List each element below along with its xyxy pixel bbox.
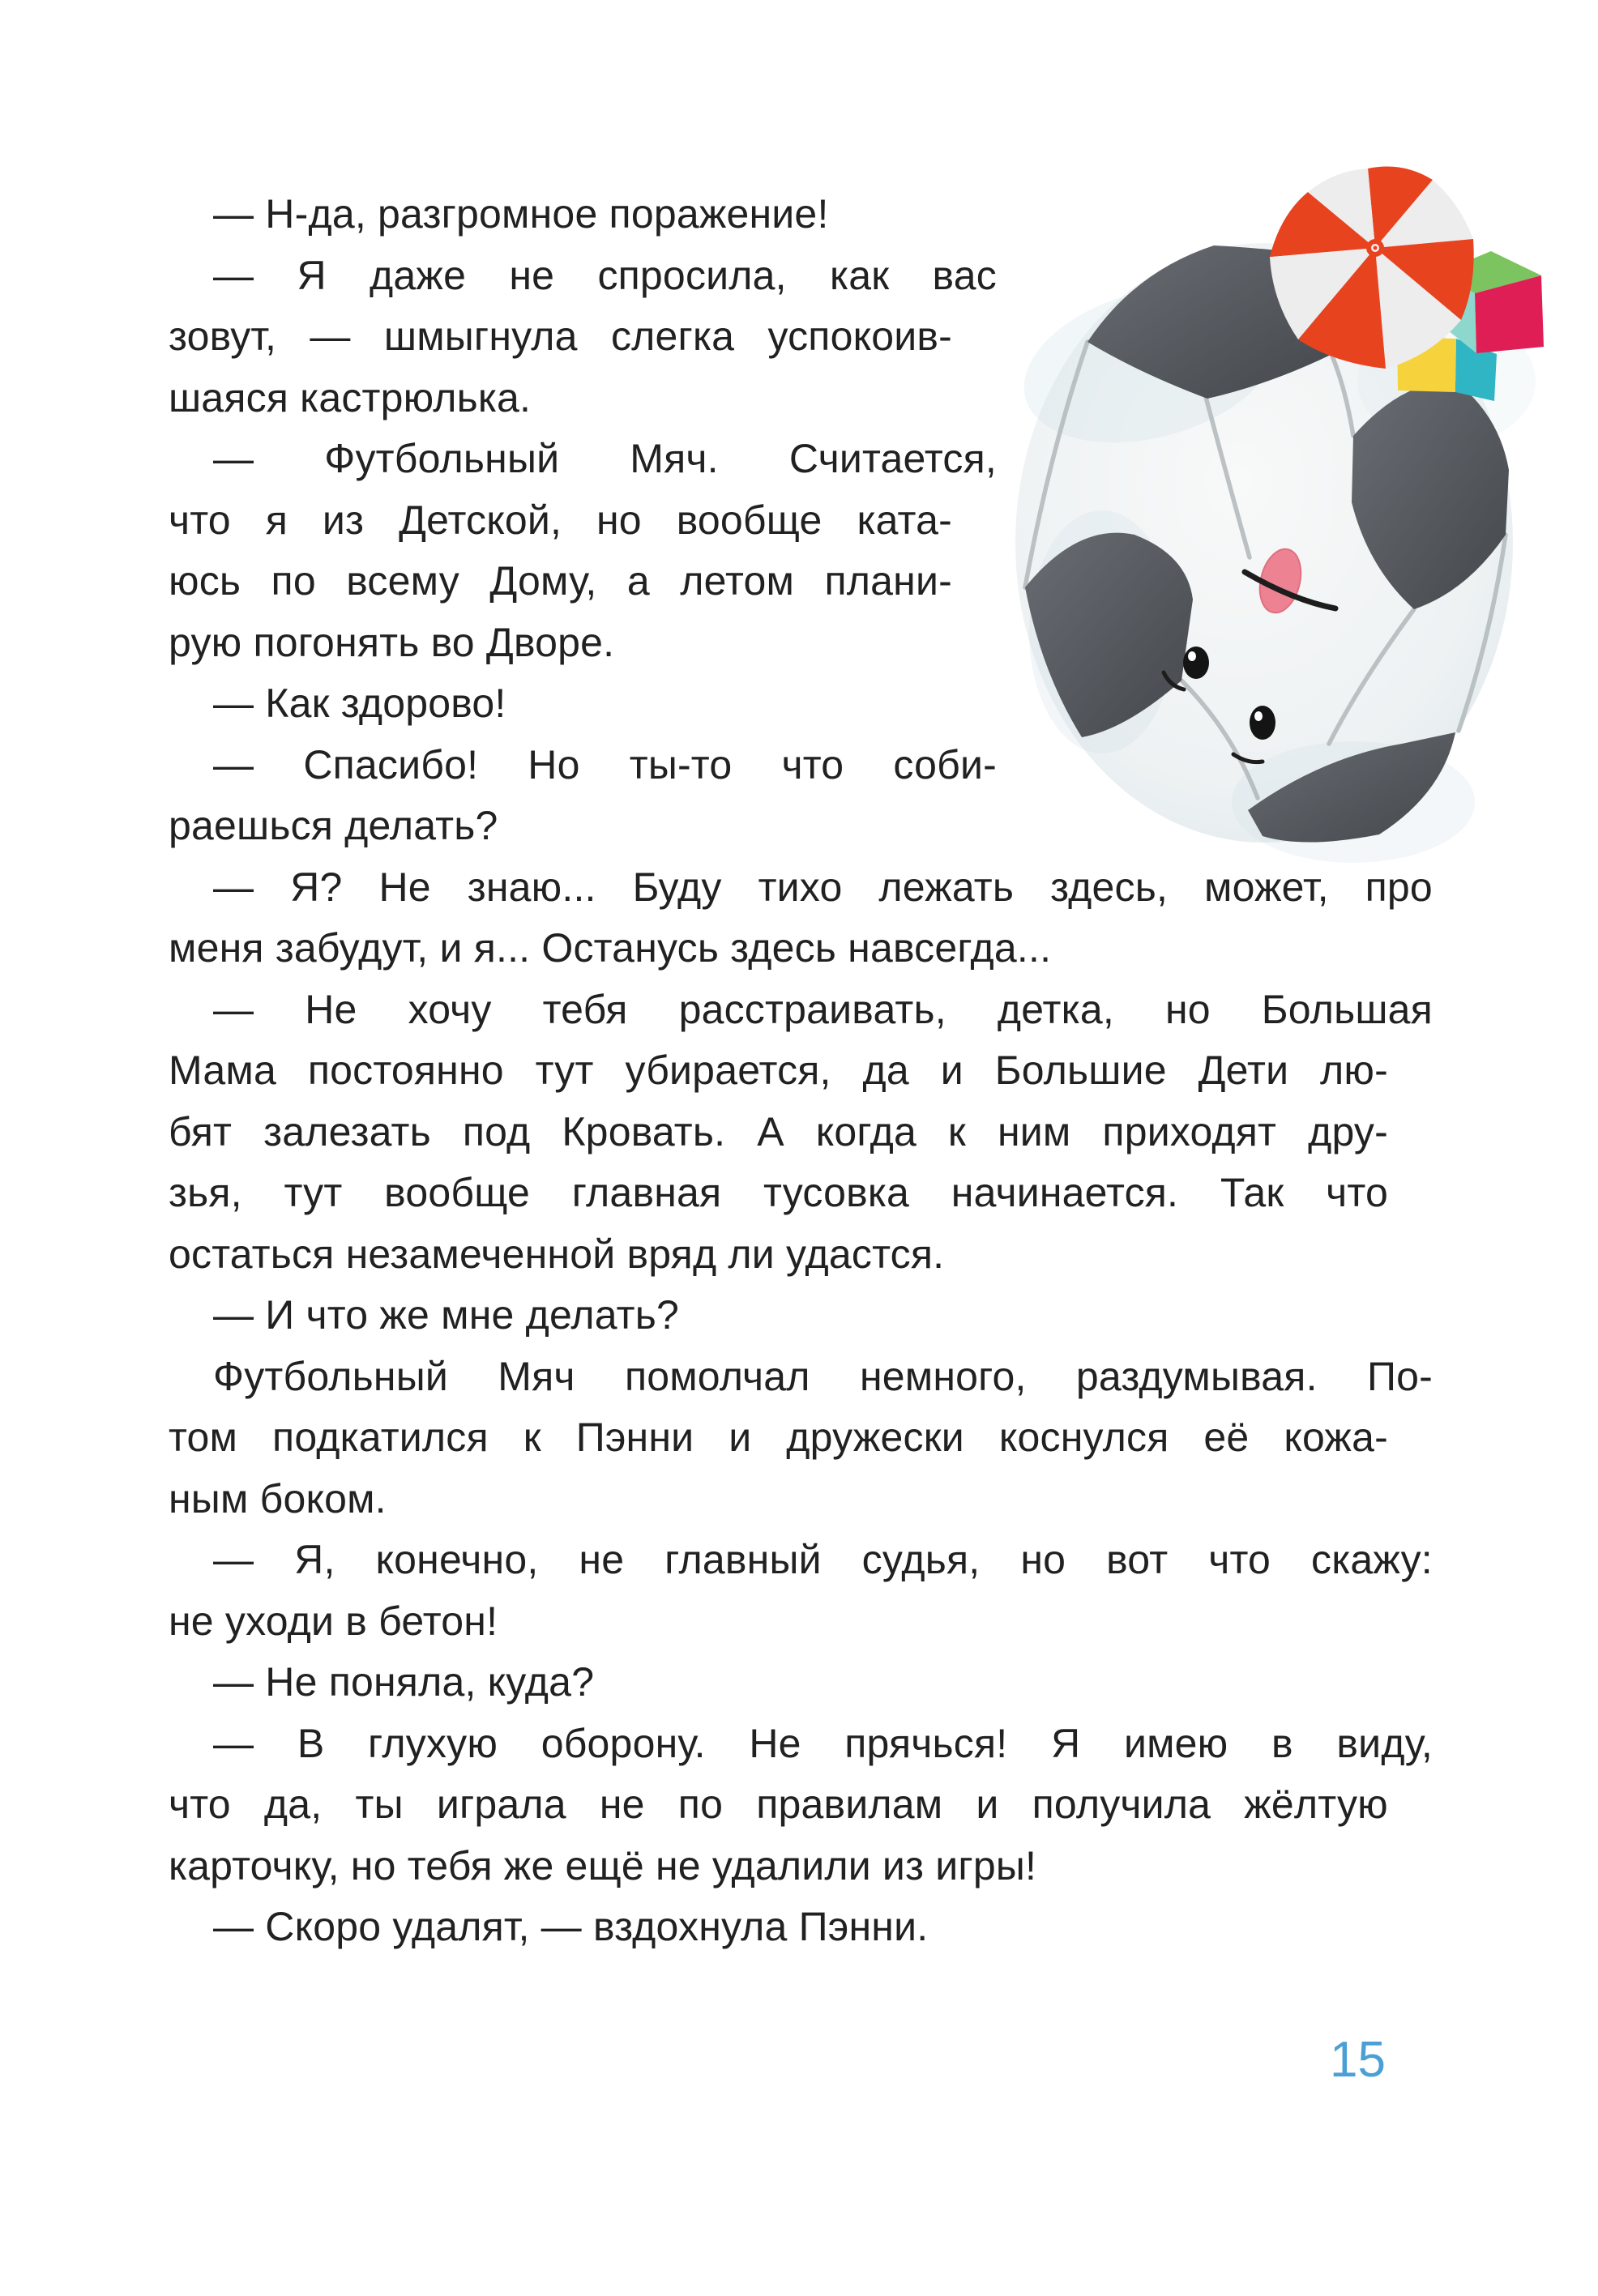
text-line: что да, ты играла не по правилам и получила жёлтую: [169, 1782, 1388, 1827]
text-line: остаться незамеченной вряд ли удастся.: [169, 1231, 945, 1277]
text-line: — Н-да, разгромное поражение!: [213, 191, 829, 237]
text-line: — В глухую оборону. Не прячься! Я имею в виду,: [213, 1720, 1433, 1766]
text-line: юсь по всему Дому, а летом плани-: [169, 558, 952, 604]
text-line: Мама постоянно тут убирается, да и Большие Дети лю-: [169, 1048, 1388, 1093]
text-line: — Я даже не спросила, как вас: [213, 252, 997, 298]
text-line: бят залезать под Кровать. А когда к ним приходят дру-: [169, 1108, 1388, 1154]
text-line: ным боком.: [169, 1475, 387, 1521]
text-line: — Спасибо! Но ты-то что соби-: [213, 741, 997, 787]
text-line: карточку, но тебя же ещё не удалили из игры!: [169, 1842, 1037, 1888]
text-line: — Как здорово!: [213, 681, 506, 726]
text-line: рую погонять во Дворе.: [169, 619, 615, 665]
text-line: зья, тут вообще главная тусовка начинается. Так что: [169, 1170, 1388, 1215]
ball-left-eye: [1183, 647, 1209, 679]
ball-right-eye: [1250, 706, 1275, 740]
text-line: — Я, конечно, не главный судья, но вот что скажу:: [213, 1537, 1433, 1582]
text-line: — Не поняла, куда?: [213, 1659, 595, 1705]
text-line: Футбольный Мяч помолчал немного, раздумывая. По-: [213, 1353, 1433, 1399]
text-line: — Я? Не знаю... Буду тихо лежать здесь, может, про: [213, 864, 1433, 910]
soccer-ball-illustration: [1005, 113, 1598, 891]
text-line: меня забудут, и я... Останусь здесь навсегда...: [169, 925, 1052, 971]
text-line: что я из Детской, но вообще ката-: [169, 497, 952, 543]
text-line: том подкатился к Пэнни и дружески коснулся её кожа-: [169, 1415, 1388, 1460]
page-number: 15: [1330, 2032, 1386, 2088]
text-line: — Скоро удалят, — вздохнула Пэнни.: [213, 1904, 929, 1949]
text-line: раешься делать?: [169, 803, 498, 848]
text-line: — Футбольный Мяч. Считается,: [213, 436, 997, 481]
text-line: не уходи в бетон!: [169, 1598, 498, 1644]
text-line: зовут, — шмыгнула слегка успокоив-: [169, 314, 952, 359]
text-line: — Не хочу тебя расстраивать, детка, но Большая: [213, 986, 1433, 1032]
text-line: — И что же мне делать?: [213, 1292, 680, 1338]
text-line: шаяся кастрюлька.: [169, 374, 532, 420]
